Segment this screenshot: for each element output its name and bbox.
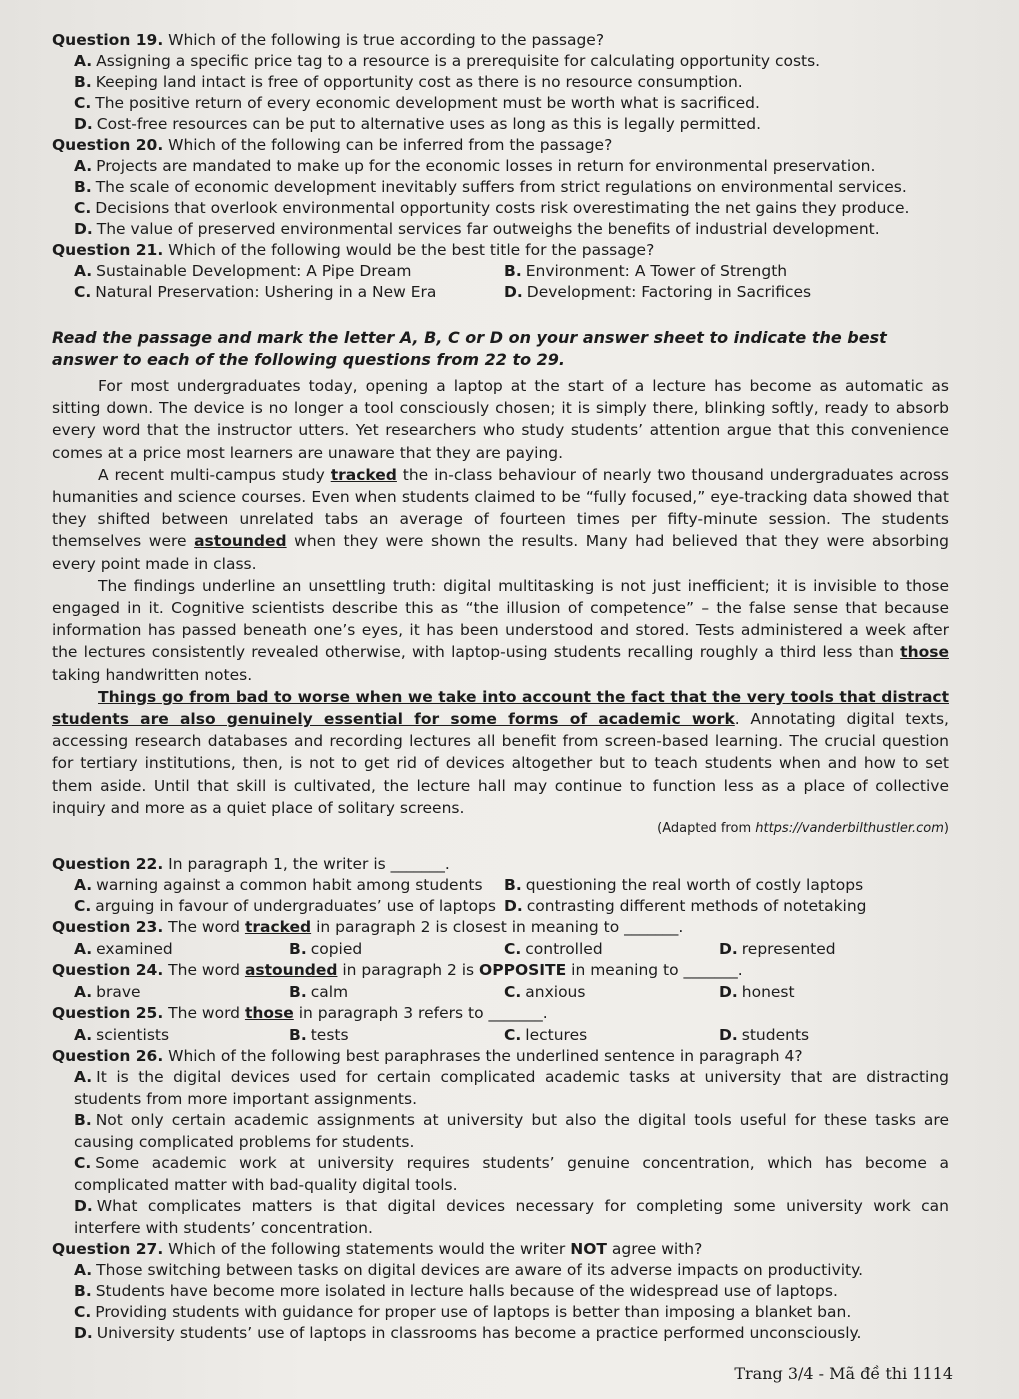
option-24c[interactable] [504, 981, 719, 1003]
option-letter: A. [74, 157, 93, 175]
passage-text: the in-class behaviour of nearly two thousand undergraduates across humanities and science courses. Even when students claimed to be “fully focused,” eye-tracking data showed that they shifted between unrelated tabs an average of fourteen times per fifty-minute session. The students themselves were [52, 465, 949, 551]
question-20 [52, 135, 949, 156]
option-text: Some academic work at university requires students’ genuine concentration, which has become a complicated matter with bad-quality digital tools. [74, 1154, 949, 1194]
option-24d[interactable] [719, 981, 934, 1003]
option-24a[interactable] [74, 981, 289, 1003]
option-19c[interactable] [52, 93, 949, 114]
option-letter: D. [504, 897, 523, 916]
option-letter: B. [74, 73, 92, 91]
option-23a[interactable] [74, 938, 289, 960]
option-22d[interactable] [504, 896, 934, 917]
options-row [52, 875, 949, 896]
question-label: Question 24. [52, 961, 164, 980]
option-text: students [741, 1026, 810, 1045]
options-row [52, 282, 949, 303]
question-23 [52, 917, 949, 938]
question-label: Question 26. [52, 1047, 164, 1066]
options-row [52, 261, 949, 282]
option-19a[interactable] [52, 51, 949, 72]
question-text: The word [168, 1004, 245, 1023]
option-26a[interactable] [52, 1067, 949, 1110]
option-letter: D. [504, 283, 523, 301]
question-text: in paragraph 2 is [337, 961, 480, 980]
option-text: Students have become more isolated in lecture halls because of the widespread use of laptops. [95, 1282, 838, 1301]
option-letter: B. [504, 262, 522, 280]
option-letter: C. [74, 897, 92, 916]
passage-text: . Annotating digital texts, accessing research databases and recording lectures all benefit from screen-based learning. The crucial question for tertiary institutions, then, is not to get rid of devices altogether but to teach students when and how to set them aside. Until that skill is cultivated, the lecture hall may continue to function less as a place of collective inquiry and more as a quiet place of solitary screens. [52, 710, 949, 817]
option-text: calm [310, 983, 349, 1002]
option-letter: A. [74, 940, 93, 959]
option-letter: B. [289, 983, 307, 1002]
option-25d[interactable] [719, 1024, 934, 1046]
option-letter: A. [74, 1261, 93, 1280]
option-25b[interactable] [289, 1024, 504, 1046]
option-letter: C. [504, 940, 522, 959]
passage-text: taking handwritten notes. [52, 665, 253, 684]
option-text: controlled [525, 940, 603, 959]
option-text: The value of preserved environmental services far outweighs the benefits of industrial development. [96, 220, 880, 238]
option-27a[interactable] [52, 1260, 949, 1281]
question-label: Question 20. [52, 136, 164, 154]
option-19d[interactable] [52, 114, 949, 135]
option-text: Keeping land intact is free of opportunity cost as there is no resource consumption. [95, 73, 743, 91]
option-letter: C. [74, 199, 92, 217]
option-text: Natural Preservation: Ushering in a New Era [95, 283, 437, 301]
question-text: Which of the following best paraphrases the underlined sentence in paragraph 4? [168, 1047, 803, 1066]
question-21 [52, 240, 949, 261]
question-text: Which of the following would be the best title for the passage? [168, 241, 655, 259]
option-21b[interactable] [504, 261, 934, 282]
question-label: Question 25. [52, 1004, 164, 1023]
option-text: What complicates matters is that digital devices necessary for completing some university work can interfere with students’ concentration. [74, 1197, 949, 1237]
option-text: honest [741, 983, 795, 1002]
option-25a[interactable] [74, 1024, 289, 1046]
option-22c[interactable] [74, 896, 504, 917]
option-20d[interactable] [52, 219, 949, 240]
highlighted-word-tracked: tracked [330, 465, 397, 484]
passage-text: A recent multi-campus study [98, 465, 331, 484]
option-26b[interactable] [52, 1110, 949, 1153]
source-suffix: ) [943, 821, 949, 837]
option-27b[interactable] [52, 1281, 949, 1302]
option-letter: D. [74, 1197, 93, 1216]
option-letter: C. [74, 94, 92, 112]
option-text: The scale of economic development inevitably suffers from strict regulations on environmental services. [95, 178, 907, 196]
source-prefix: (Adapted from [657, 821, 756, 837]
question-text: Which of the following statements would the writer [168, 1240, 571, 1259]
question-text: in paragraph 2 is closest in meaning to _______. [311, 918, 684, 937]
question-25 [52, 1003, 949, 1024]
option-letter: B. [74, 1111, 92, 1130]
option-letter: D. [74, 220, 93, 238]
option-20a[interactable] [52, 156, 949, 177]
underlined-sentence: Things go from bad to worse when we take into account the fact that the very tools that distract students are also genuinely essential for some forms of academic work [52, 687, 949, 729]
option-text: warning against a common habit among students [96, 876, 483, 895]
option-letter: D. [719, 983, 738, 1002]
option-text: University students’ use of laptops in classrooms has become a practice performed unconsciously. [96, 1324, 862, 1343]
question-text: Which of the following can be inferred from the passage? [168, 136, 613, 154]
option-text: Projects are mandated to make up for the economic losses in return for environmental preservation. [96, 157, 876, 175]
option-letter: B. [289, 940, 307, 959]
option-letter: B. [504, 876, 522, 895]
question-keyword: tracked [244, 918, 312, 937]
option-letter: B. [74, 1282, 92, 1301]
option-letter: C. [74, 1154, 92, 1173]
option-letter: A. [74, 876, 93, 895]
option-text: Those switching between tasks on digital devices are aware of its adverse impacts on productivity. [96, 1261, 864, 1280]
question-text: The word [168, 961, 245, 980]
passage-source [52, 821, 949, 836]
question-emphasis: OPPOSITE [479, 961, 567, 980]
question-26 [52, 1046, 949, 1067]
option-letter: B. [74, 178, 92, 196]
passage-paragraph-1: For most undergraduates today, opening a laptop at the start of a lecture has become as automatic as sitting down. The device is no longer a tool consciously chosen; it is simply there, blinking softly, ready to absorb every word that the instructor utters. Yet researchers who study students’ attention argue that this convenience comes at a price most learners are unaware that they are paying. [52, 377, 949, 462]
option-23d[interactable] [719, 938, 934, 960]
option-text: Providing students with guidance for proper use of laptops is better than imposing a blanket ban. [95, 1303, 852, 1322]
option-text: anxious [525, 983, 586, 1002]
option-20c[interactable] [52, 198, 949, 219]
section-instruction: Read the passage and mark the letter A, B, C or D on your answer sheet to indicate the best answer to each of the following questions from 22 to 29. [52, 328, 887, 369]
highlighted-word-astounded: astounded [194, 532, 287, 551]
question-label: Question 27. [52, 1240, 164, 1259]
option-text: copied [310, 940, 363, 959]
question-label: Question 22. [52, 855, 164, 874]
option-letter: D. [719, 940, 738, 959]
option-text: Development: Factoring in Sacrifices [526, 283, 812, 301]
option-text: scientists [96, 1026, 170, 1045]
option-letter: D. [74, 115, 93, 133]
option-letter: D. [74, 1324, 93, 1343]
option-24b[interactable] [289, 981, 504, 1003]
passage-text: when they were shown the results. Many had believed that they were absorbing every point made in class. [52, 532, 949, 573]
option-25c[interactable] [504, 1024, 719, 1046]
option-letter: A. [74, 262, 93, 280]
question-emphasis: NOT [570, 1240, 607, 1259]
passage-paragraph-3 [52, 575, 949, 686]
option-letter: D. [719, 1026, 738, 1045]
options-row [52, 938, 949, 960]
option-letter: C. [74, 283, 92, 301]
option-20b[interactable] [52, 177, 949, 198]
option-21a[interactable] [74, 261, 504, 282]
question-keyword: astounded [244, 961, 338, 980]
option-text: Environment: A Tower of Strength [525, 262, 788, 280]
option-letter: A. [74, 1026, 93, 1045]
option-text: questioning the real worth of costly laptops [525, 876, 864, 895]
option-21d[interactable] [504, 282, 934, 303]
option-text: lectures [525, 1026, 588, 1045]
option-26c[interactable] [52, 1153, 949, 1196]
option-text: Not only certain academic assignments at university but also the digital tools useful for these tasks are causing complicated problems for students. [74, 1111, 949, 1151]
option-22b[interactable] [504, 875, 934, 896]
option-19b[interactable] [52, 72, 949, 93]
passage-paragraph-2 [52, 464, 949, 575]
source-url: https://vanderbilthustler.com [755, 821, 944, 837]
option-27c[interactable] [52, 1302, 949, 1323]
option-letter: C. [74, 1303, 92, 1322]
option-23c[interactable] [504, 938, 719, 960]
option-23b[interactable] [289, 938, 504, 960]
question-text: in meaning to _______. [566, 961, 743, 980]
option-text: contrasting different methods of notetaking [526, 897, 867, 916]
question-text: In paragraph 1, the writer is _______. [168, 855, 450, 874]
options-row [52, 896, 949, 917]
options-row [52, 1024, 949, 1046]
question-label: Question 23. [52, 918, 164, 937]
option-text: Assigning a specific price tag to a resource is a prerequisite for calculating opportunity costs. [96, 52, 821, 70]
option-text: The positive return of every economic development must be worth what is sacrificed. [95, 94, 760, 112]
option-text: Decisions that overlook environmental opportunity costs risk overestimating the net gains they produce. [95, 199, 910, 217]
option-text: examined [96, 940, 173, 959]
option-letter: A. [74, 52, 93, 70]
question-19 [52, 30, 949, 51]
option-text: brave [96, 983, 141, 1002]
option-22a[interactable] [74, 875, 504, 896]
options-row [52, 981, 949, 1003]
question-text: agree with? [606, 1240, 703, 1259]
option-text: represented [741, 940, 836, 959]
option-text: tests [310, 1026, 349, 1045]
question-text: The word [168, 918, 245, 937]
option-letter: C. [504, 983, 522, 1002]
passage-paragraph-4 [52, 686, 949, 819]
option-27d[interactable] [52, 1323, 949, 1344]
option-text: Cost-free resources can be put to alternative uses as long as this is legally permitted. [96, 115, 762, 133]
option-21c[interactable] [74, 282, 504, 303]
question-27 [52, 1239, 949, 1260]
option-26d[interactable] [52, 1196, 949, 1239]
option-text: It is the digital devices used for certain complicated academic tasks at university that are distracting students from more important assignments. [74, 1068, 949, 1108]
option-text: arguing in favour of undergraduates’ use of laptops [95, 897, 496, 916]
question-24 [52, 960, 949, 981]
passage-text: The findings underline an unsettling truth: digital multitasking is not just inefficient; it is invisible to those engaged in it. Cognitive scientists describe this as “the illusion of competence” – the false sense that because information has passed beneath one’s eyes, it has been understood and stored. Tests administered a week after the lectures consistently revealed otherwise, with laptop-using students recalling roughly a third less than [52, 576, 949, 662]
highlighted-word-those: those [900, 643, 949, 662]
question-label: Question 19. [52, 31, 164, 49]
option-letter: A. [74, 1068, 93, 1087]
question-text: in paragraph 3 refers to _______. [293, 1004, 548, 1023]
question-label: Question 21. [52, 241, 164, 259]
page-footer: Trang 3/4 - Mã đề thi 1114 [734, 1364, 953, 1383]
question-text: Which of the following is true according to the passage? [168, 31, 605, 49]
option-text: Sustainable Development: A Pipe Dream [96, 262, 412, 280]
question-keyword: those [244, 1004, 294, 1023]
option-letter: B. [289, 1026, 307, 1045]
option-letter: C. [504, 1026, 522, 1045]
question-22 [52, 854, 949, 875]
option-letter: A. [74, 983, 93, 1002]
